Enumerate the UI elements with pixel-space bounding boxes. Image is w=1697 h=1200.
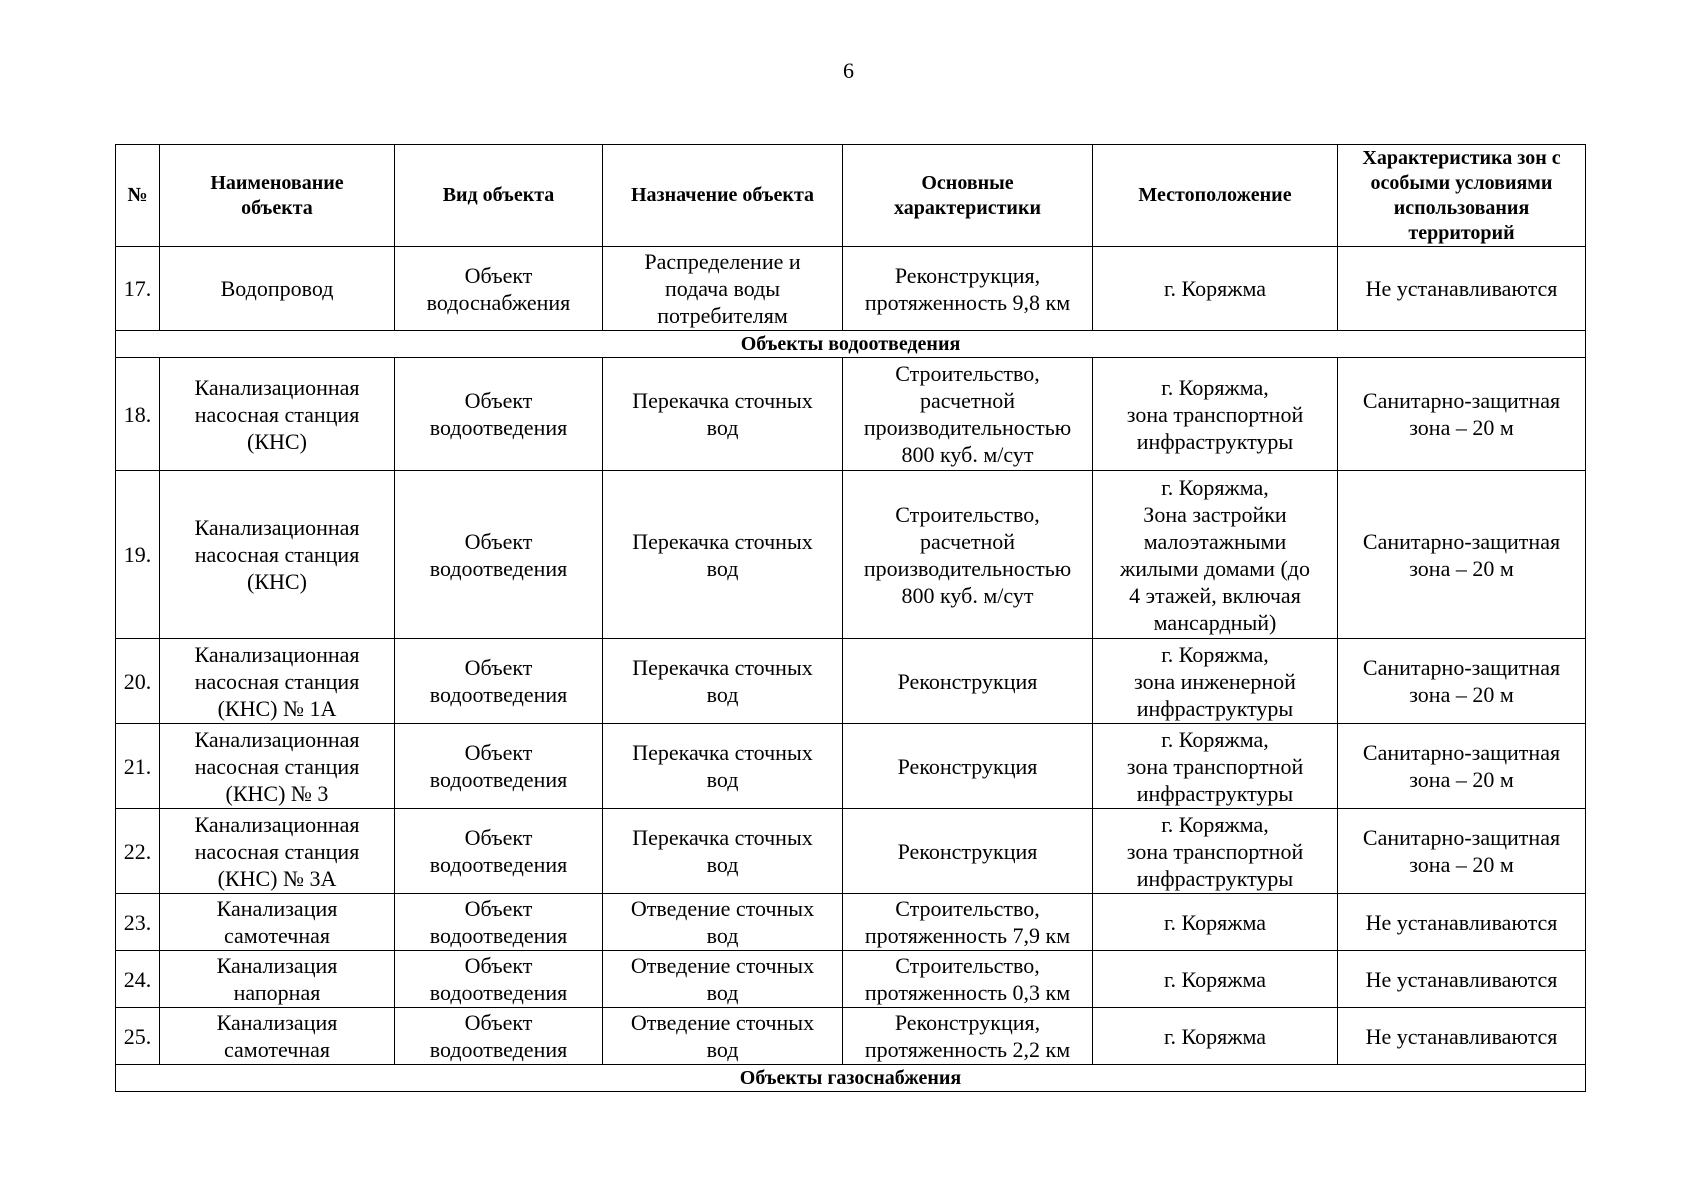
zone-characteristics: Санитарно-защитная зона – 20 м	[1338, 809, 1586, 894]
header-main-characteristics: Основные характеристики	[843, 145, 1093, 247]
main-characteristics: Строительство, протяженность 0,3 км	[843, 951, 1093, 1008]
object-purpose: Перекачка сточных вод	[603, 639, 843, 724]
main-characteristics: Строительство, расчетной производительностью 800 куб. м/сут	[843, 358, 1093, 471]
object-purpose: Перекачка сточных вод	[603, 724, 843, 809]
table-row	[116, 1008, 1586, 1065]
object-type: Объект водоотведения	[395, 951, 603, 1008]
row-number: 17.	[116, 247, 160, 331]
object-type: Объект водоотведения	[395, 358, 603, 471]
table-row	[116, 639, 1586, 724]
header-zone-characteristics: Характеристика зон с особыми условиями использования территорий	[1338, 145, 1586, 247]
zone-characteristics: Санитарно-защитная зона – 20 м	[1338, 724, 1586, 809]
object-name: Канализационная насосная станция (КНС)	[160, 358, 395, 471]
object-purpose: Отведение сточных вод	[603, 1008, 843, 1065]
zone-characteristics: Не устанавливаются	[1338, 247, 1586, 331]
main-characteristics: Реконструкция	[843, 724, 1093, 809]
object-name: Водопровод	[160, 247, 395, 331]
object-purpose: Отведение сточных вод	[603, 951, 843, 1008]
table-row	[116, 951, 1586, 1008]
page-number: 6	[843, 58, 854, 83]
object-purpose: Распределение и подача воды потребителям	[603, 247, 843, 331]
zone-characteristics: Санитарно-защитная зона – 20 м	[1338, 639, 1586, 724]
zone-characteristics: Не устанавливаются	[1338, 951, 1586, 1008]
object-name: Канализация самотечная	[160, 1008, 395, 1065]
object-type: Объект водоотведения	[395, 724, 603, 809]
object-name: Канализационная насосная станция (КНС) № 3А	[160, 809, 395, 894]
section-title-gas: Объекты газоснабжения	[116, 1065, 1586, 1092]
object-name: Канализационная насосная станция (КНС) № 3	[160, 724, 395, 809]
location: г. Коряжма	[1093, 247, 1338, 331]
location: г. Коряжма	[1093, 951, 1338, 1008]
table-row	[116, 358, 1586, 471]
section-row	[116, 1065, 1586, 1092]
header-location: Местоположение	[1093, 145, 1338, 247]
row-number: 25.	[116, 1008, 160, 1065]
row-number: 22.	[116, 809, 160, 894]
object-name: Канализация самотечная	[160, 894, 395, 951]
location: г. Коряжма	[1093, 894, 1338, 951]
object-name: Канализационная насосная станция (КНС)	[160, 471, 395, 639]
location: г. Коряжма, зона транспортной инфраструктуры	[1093, 358, 1338, 471]
location: г. Коряжма, Зона застройки малоэтажными жилыми домами (до 4 этажей, включая мансардный)	[1093, 471, 1338, 639]
objects-table	[115, 144, 1586, 1092]
object-type: Объект водоснабжения	[395, 247, 603, 331]
zone-characteristics: Санитарно-защитная зона – 20 м	[1338, 471, 1586, 639]
location: г. Коряжма, зона инженерной инфраструктуры	[1093, 639, 1338, 724]
object-type: Объект водоотведения	[395, 809, 603, 894]
section-title-water-disposal: Объекты водоотведения	[116, 331, 1586, 358]
header-object-name: Наименование объекта	[160, 145, 395, 247]
object-type: Объект водоотведения	[395, 1008, 603, 1065]
main-characteristics: Реконструкция	[843, 639, 1093, 724]
location: г. Коряжма, зона транспортной инфраструктуры	[1093, 724, 1338, 809]
table-row	[116, 724, 1586, 809]
row-number: 19.	[116, 471, 160, 639]
main-characteristics: Строительство, протяженность 7,9 км	[843, 894, 1093, 951]
row-number: 20.	[116, 639, 160, 724]
main-characteristics: Реконструкция	[843, 809, 1093, 894]
object-purpose: Перекачка сточных вод	[603, 471, 843, 639]
object-type: Объект водоотведения	[395, 894, 603, 951]
object-purpose: Отведение сточных вод	[603, 894, 843, 951]
object-purpose: Перекачка сточных вод	[603, 358, 843, 471]
table-header-row	[116, 145, 1586, 247]
table-row	[116, 809, 1586, 894]
object-type: Объект водоотведения	[395, 639, 603, 724]
object-type: Объект водоотведения	[395, 471, 603, 639]
main-characteristics: Реконструкция, протяженность 2,2 км	[843, 1008, 1093, 1065]
object-name: Канализация напорная	[160, 951, 395, 1008]
object-name: Канализационная насосная станция (КНС) № 1А	[160, 639, 395, 724]
table-row	[116, 471, 1586, 639]
header-object-type: Вид объекта	[395, 145, 603, 247]
row-number: 18.	[116, 358, 160, 471]
zone-characteristics: Не устанавливаются	[1338, 894, 1586, 951]
table-row	[116, 894, 1586, 951]
location: г. Коряжма, зона транспортной инфраструктуры	[1093, 809, 1338, 894]
zone-characteristics: Не устанавливаются	[1338, 1008, 1586, 1065]
zone-characteristics: Санитарно-защитная зона – 20 м	[1338, 358, 1586, 471]
header-number: №	[116, 145, 160, 247]
main-characteristics: Реконструкция, протяженность 9,8 км	[843, 247, 1093, 331]
object-purpose: Перекачка сточных вод	[603, 809, 843, 894]
main-characteristics: Строительство, расчетной производительностью 800 куб. м/сут	[843, 471, 1093, 639]
header-object-purpose: Назначение объекта	[603, 145, 843, 247]
row-number: 24.	[116, 951, 160, 1008]
section-row	[116, 331, 1586, 358]
location: г. Коряжма	[1093, 1008, 1338, 1065]
row-number: 23.	[116, 894, 160, 951]
table-row	[116, 247, 1586, 331]
row-number: 21.	[116, 724, 160, 809]
